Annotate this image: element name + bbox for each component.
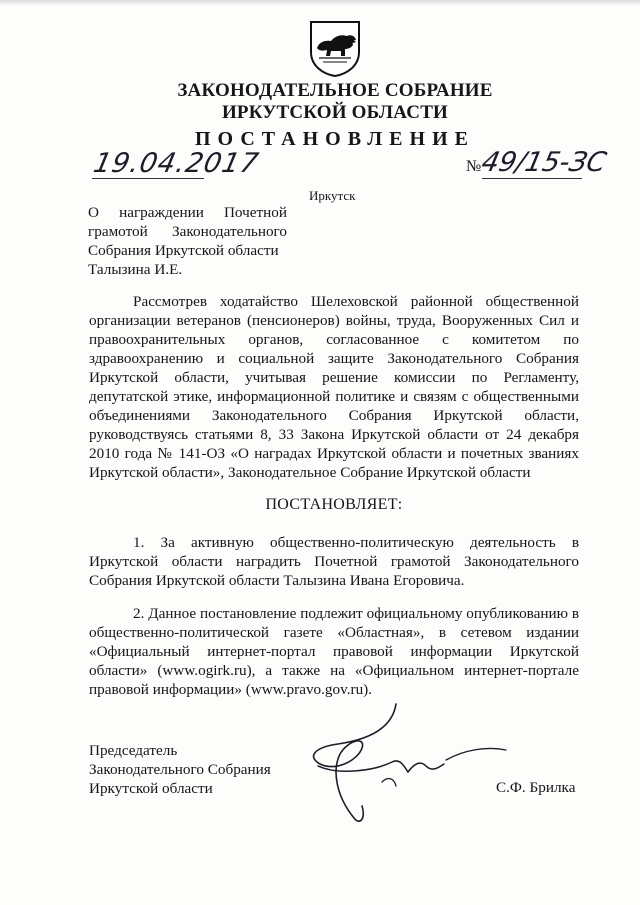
- resolution-item-2: 2. Данное постановление подлежит официальному опубликованию в общественно-политической газете «Областная», в сетевом издании «Официальный интернет-портал правовой информации Иркутской области» (www.ogirk.ru), а также на «Официальном интернет-портале правовой информации» (www.pravo.gov.ru).: [89, 605, 579, 698]
- subject-line: Собрания Иркутской области: [88, 242, 279, 259]
- handwritten-date: 19.04.2017: [90, 148, 262, 179]
- number-sign: №: [466, 158, 482, 175]
- subject-line: О награждении Почетной: [88, 204, 287, 221]
- date-underline: [92, 178, 204, 179]
- resolves-heading: ПОСТАНОВЛЯЕТ:: [265, 496, 403, 513]
- scan-edge: [0, 0, 640, 6]
- subject-line: Талызина И.Е.: [88, 261, 183, 278]
- number-underline: [482, 178, 582, 179]
- signer-title-line: Иркутской области: [89, 780, 213, 797]
- subject-line: грамотой Законодательного: [88, 223, 287, 240]
- signer-name: С.Ф. Брилка: [496, 779, 576, 796]
- org-name-line-1: ЗАКОНОДАТЕЛЬНОЕ СОБРАНИЕ: [177, 80, 493, 101]
- signer-title-line: Председатель: [89, 742, 178, 759]
- document-type-title: ПОСТАНОВЛЕНИЕ: [195, 128, 475, 150]
- resolution-item-1: 1. За активную общественно-политическую деятельность в Иркутской области наградить Почетной грамотой Законодательного Собрания Иркутской области Талызина Ивана Егоровича.: [89, 534, 579, 589]
- handwritten-number: 49/15-ЗС: [478, 147, 610, 178]
- signer-title-line: Законодательного Собрания: [89, 761, 271, 778]
- org-name-line-2: ИРКУТСКОЙ ОБЛАСТИ: [221, 102, 449, 123]
- coat-of-arms-icon: [301, 18, 369, 78]
- preamble-paragraph: Рассмотрев ходатайство Шелеховской районной общественной организации ветеранов (пенсионеров) войны, труда, Вооруженных Сил и правоохранительных органов, согласованное с комитетом по здравоохранению и социальной защите Законодательного Собрания Иркутской области, учитывая решение комиссии по Регламенту, депутатской этике, информационной политике и связям с общественными объединениями Законодательного Собрания Иркутской области, руководствуясь статьями 8, 33 Закона Иркутской области от 24 декабря 2010 года № 141-ОЗ «О наградах Иркутской области и почетных званиях Иркутской области», Законодательное Собрание Иркутской области: [89, 293, 579, 481]
- document-subject: [88, 203, 287, 279]
- handwritten-signature: [296, 700, 510, 830]
- signer-title: [89, 741, 271, 798]
- city-label: Иркутск: [309, 188, 356, 203]
